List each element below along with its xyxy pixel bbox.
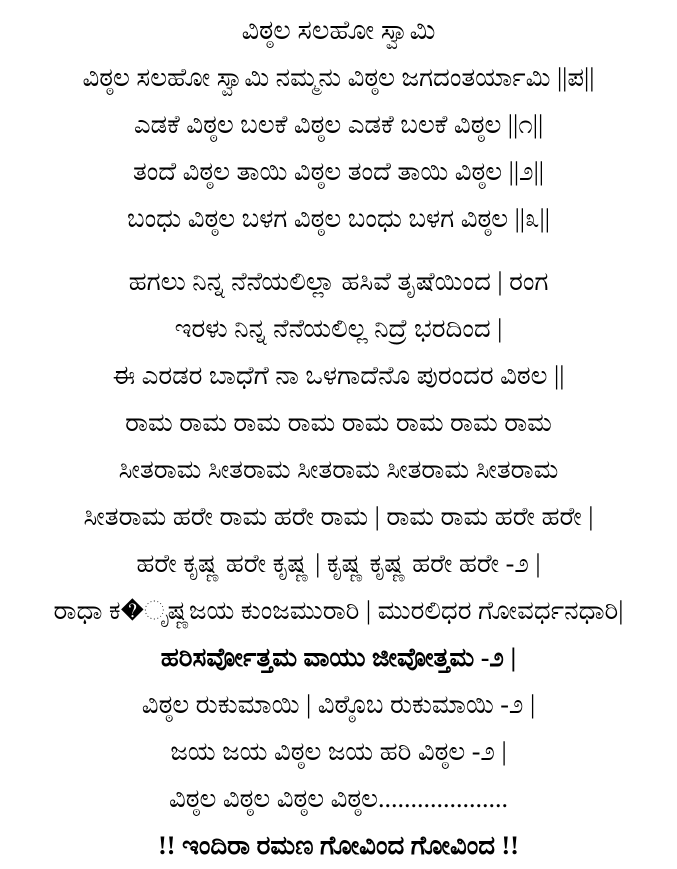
lyric-line: ಹರಿಸರ್ವೋತ್ತಮ ವಾಯು ಜೀವೋತ್ತಮ -೨ | — [160, 643, 517, 672]
lyric-line: ರಾಧಾ ಕ�ೃಷ್ಣಜಯ ಕುಂಜಮುರಾರಿ | ಮುರಲಿಧರ ಗೋವರ್ಧನಧಾರಿ| — [53, 596, 624, 625]
lyric-line: ತಂದೆ ವಿಠ್ಠಲ ತಾಯಿ ವಿಠ್ಠಲ ತಂದೆ ತಾಯಿ ವಿಠ್ಠಲ ||೨|| — [132, 157, 545, 186]
lyric-line: ಸೀತರಾಮ ಸೀತರಾಮ ಸೀತರಾಮ ಸೀತರಾಮ ಸೀತರಾಮ — [118, 455, 559, 484]
lyric-line: ಹರೇ ಕೃಷ್ಣ ಹರೇ ಕೃಷ್ಣ | ಕೃಷ್ಣ ಕೃಷ್ಣ ಹರೇ ಹರೇ -೨ | — [136, 549, 541, 578]
lyric-line: ಜಯ ಜಯ ವಿಠ್ಠಲ ಜಯ ಹರಿ ವಿಠ್ಠಲ -೨ | — [170, 737, 507, 766]
lyric-line: ಈ ಎರಡರ ಬಾಧೆಗೆ ನಾ ಒಳಗಾದೆನೊ ಪುರಂದರ ವಿಠಲ || — [112, 361, 565, 390]
lyrics-container — [0, 54, 677, 869]
lyric-line: ವಿಠ್ಠಲ ಸಲಹೋ ಸ್ವಾಮಿ ನಮ್ಮನು ವಿಠ್ಠಲ ಜಗದಂತರ್ಯಾಮಿ ||ಪ|| — [82, 63, 595, 92]
lyric-line: ಸೀತರಾಮ ಹರೇ ರಾಮ ಹರೇ ರಾಮ | ರಾಮ ರಾಮ ಹರೇ ಹರೇ | — [83, 502, 594, 531]
lyric-line: ಎಡಕೆ ವಿಠ್ಠಲ ಬಲಕೆ ವಿಠ್ಠಲ ಎಡಕೆ ಬಲಕೆ ವಿಠ್ಠಲ ||೧|| — [133, 110, 544, 139]
lyric-line: ವಿಠ್ಠಲ ರುಕುಮಾಯಿ | ವಿಠ್ಠೊಬ ರುಕುಮಾಯಿ -೨ | — [141, 690, 536, 719]
lyric-line: ಬಂಧು ವಿಠ್ಠಲ ಬಳಗ ವಿಠ್ಠಲ ಬಂಧು ಬಳಗ ವಿಠ್ಠಲ ||೩|| — [127, 204, 550, 233]
lyric-line: ಹಗಲು ನಿನ್ನ ನೆನೆಯಲಿಲ್ಲಾ ಹಸಿವೆ ತೃಷೆಯಿಂದ | ರಂಗ — [128, 267, 549, 296]
lyric-line: !! ಇಂದಿರಾ ರಮಣ ಗೋವಿಂದ ಗೋವಿಂದ !! — [158, 831, 519, 860]
lyric-line: ವಿಠ್ಠಲ ವಿಠ್ಠಲ ವಿಠ್ಠಲ ವಿಠ್ಠಲ.................... — [169, 784, 508, 813]
lyric-line: ರಾಮ ರಾಮ ರಾಮ ರಾಮ ರಾಮ ರಾಮ ರಾಮ ರಾಮ — [125, 408, 552, 437]
lyric-line: ಇರಳು ನಿನ್ನ ನೆನೆಯಲಿಲ್ಲ ನಿದ್ರೆ ಭರದಿಂದ | — [174, 314, 503, 343]
song-title: ವಿಠ್ಠಲ ಸಲಹೋ ಸ್ವಾಮಿ — [241, 15, 436, 45]
